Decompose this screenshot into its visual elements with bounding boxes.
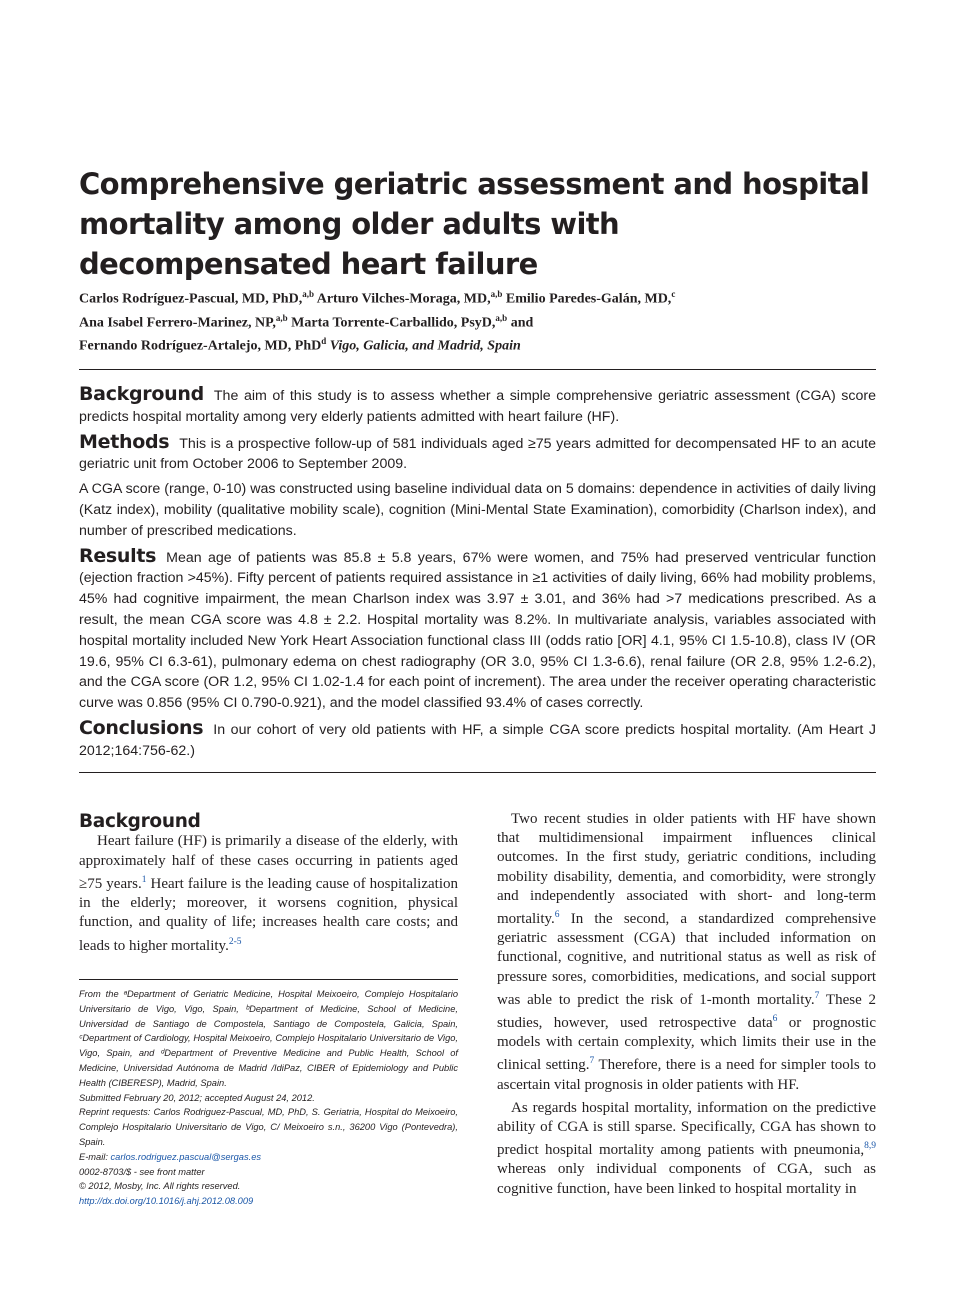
abstract-conclusions: [79, 718, 876, 762]
reprint-requests: Reprint requests: Carlos Rodriguez-Pascual, MD, PhD, S. Geriatria, Hospital do Meixoeiro, Complejo Hospitalario Universitario de Vigo, C/ Meixoeiro s.n., 36200 Vigo (Pontevedra), Spain.: [79, 1107, 458, 1147]
footnote-rule: [79, 979, 458, 980]
abstract-methods-cont: A CGA score (range, 0-10) was constructed using baseline individual data on 5 domains: dependence in activities of daily living (Katz index), mobility (qualitative mobility scale), cognition (Mini-Mental State Examination), comorbidity (Charlson index), and number of prescribed medications.: [79, 481, 876, 539]
citation-link[interactable]: 2-5: [228, 936, 242, 947]
abstract-top-rule: [79, 369, 876, 370]
citation-link[interactable]: 6: [772, 1014, 778, 1025]
section-heading: Background: [79, 811, 201, 832]
abstract-text: In our cohort of very old patients with HF, a simple CGA score predicts hospital mortality. (Am Heart J 2012;164:756-62.): [79, 721, 876, 759]
citation-link[interactable]: 1: [141, 874, 147, 885]
abstract-results: [79, 546, 876, 714]
author-name: Marta Torrente-Carballido, PsyD,: [291, 315, 496, 331]
body-paragraph: Two recent studies in older patients with HF have shown that multidimensional impairment influences clinical outcomes. In the first study, geriatric conditions, including mobility disability, dementia, and comorbidity, were strongly and independently associated with short- and long-term mortality.$^6$ In the second, a standardized comprehensive geriatric assessment (CGA) that included information on functional, cognitive, and nutritional status as well as risk of pressure sores, comorbidities, medications, and social support was able to predict the risk of 1-month mortality.$^7$ These 2 studies, however, used retrospective data$^6$ or prognostic models with certain complexity, which limits their use in the clinical setting.$^7$ Therefore, there is a need for simpler tools to ascertain vital prognosis in older patients with HF.: [497, 811, 876, 1093]
abstract: [79, 384, 876, 766]
citation-link[interactable]: 6: [554, 910, 560, 921]
email-line: E-mail: carlos.rodriguez.pascual@sergas.es: [79, 1151, 262, 1162]
abstract-heading: Conclusions: [79, 716, 204, 739]
abstract-background: [79, 384, 876, 428]
submission-dates: Submitted February 20, 2012; accepted August 24, 2012.: [79, 1092, 315, 1103]
abstract-bottom-rule: [79, 772, 876, 773]
copyright-line: © 2012, Mosby, Inc. All rights reserved.: [79, 1181, 241, 1192]
abstract-text: This is a prospective follow-up of 581 individuals aged ≥75 years admitted for decompensated HF to an acute geriatric unit from October 2006 to September 2009.: [79, 435, 876, 473]
author-location: Vigo, Galicia, and Madrid, Spain: [329, 338, 521, 354]
abstract-heading: Background: [79, 383, 204, 405]
footnotes: [79, 987, 458, 1209]
affiliation-marker: a,b: [490, 289, 503, 299]
abstract-text: Mean age of patients was 85.8 ± 5.8 years, 67% were women, and 75% had preserved ventricular function (ejection fraction >45%). Fifty percent of patients required assistance in ≥1 activities of daily living, 66% had mobility problems, 45% had cognitive impairment, the mean Charlson index was 3.97 ± 3.01, and 36% had >7 medications prescribed. As a result, the mean CGA score was 4.8 ± 2.2. Hospital mortality was 8.2%. In multivariate analysis, variables associated with hospital mortality included New York Heart Association functional class III (odds ratio [OR] 4.1, 95% CI 1.5-10.8), class IV (OR 19.6, 95% CI 6.3-61), pulmonary edema on chest radiography (OR 3.0, 95% CI 1.3-6.6), renal failure (OR 2.8, 95% 1.2-6.2), and the CGA score (OR 1.2, 95% CI 1.02-1.4 for each point of increment). The area under the receiver operating characteristic curve was 0.856 (95% CI 0.790-0.921), and the model classified 93.4% of cases correctly.: [79, 549, 876, 712]
abstract-text: The aim of this study is to assess whether a simple comprehensive geriatric assessment (CGA) score predicts hospital mortality among very elderly patients admitted with heart failure (HF).: [79, 388, 876, 425]
author-name: Fernando Rodríguez-Artalejo, MD, PhD: [79, 338, 322, 354]
doi-link[interactable]: http://dx.doi.org/10.1016/j.ahj.2012.08.009: [79, 1196, 254, 1207]
author-name: Carlos Rodríguez-Pascual, MD, PhD,: [79, 291, 303, 307]
author-and: and: [510, 315, 534, 331]
affiliation-marker: a,b: [302, 289, 314, 299]
abstract-heading: Results: [79, 544, 157, 567]
left-column: [79, 812, 458, 956]
right-column: [497, 810, 876, 1203]
abstract-methods: [79, 432, 876, 476]
affiliation-marker: a,b: [495, 312, 508, 323]
article-title: Comprehensive geriatric assessment and hospital mortality among older adults with decompensated heart failure: [79, 167, 870, 281]
body-paragraph: As regards hospital mortality, information on the predictive ability of CGA is still sparse. Specifically, CGA has shown to predict hospital mortality among patients with pneumonia,$^{8,9}$ whereas only individual components of CGA, such as cognitive function, have been linked to hospital mortality in: [497, 1099, 876, 1197]
author-name: Ana Isabel Ferrero-Marinez, NP,: [79, 315, 276, 331]
citation-link[interactable]: 8,9: [864, 1141, 876, 1152]
abstract-heading: Methods: [79, 430, 170, 453]
affiliation-marker: c: [671, 289, 676, 299]
author-name: Arturo Vilches-Moraga, MD,: [316, 291, 491, 307]
email-link[interactable]: carlos.rodriguez.pascual@sergas.es: [110, 1151, 262, 1162]
affiliations-note: From the ᵃDepartment of Geriatric Medicine, Hospital Meixoeiro, Complejo Hospitalario Universitario de Vigo, Vigo, Spain, ᵇDepartment of Medicine, School of Medicine, Universidad de Santiago de Compostela, Santiago de Compostela, Galicia, Spain, ᶜDepartment of Cardiology, Hospital Meixoeiro, Complejo Hospitalario Universitario de Vigo, Vigo, Spain, and ᵈDepartment of Preventive Medicine and Public Health, School of Medicine, Universidad Autónoma de Madrid /IdiPaz, CIBER of Epidemiology and Public Health (CIBERESP), Madrid, Spain.: [79, 989, 458, 1088]
body-paragraph: Heart failure (HF) is primarily a disease of the elderly, with approximately half of these cases occurring in patients aged ≥75 years.$^1$ Heart failure is the leading cause of hospitalization in the elderly; moreover, it worsens cognition, physical function, and quality of life; increases health care costs; and leads to higher mortality.$^{2-5}$: [79, 833, 458, 954]
affiliation-marker: a,b: [275, 312, 288, 323]
citation-link[interactable]: 7: [589, 1056, 595, 1067]
issn-line: 0002-8703/$ - see front matter: [79, 1166, 205, 1177]
affiliation-marker: d: [321, 336, 327, 347]
citation-link[interactable]: 7: [814, 990, 820, 1001]
author-name: Emilio Paredes-Galán, MD,: [505, 291, 672, 307]
author-list: [79, 285, 899, 356]
